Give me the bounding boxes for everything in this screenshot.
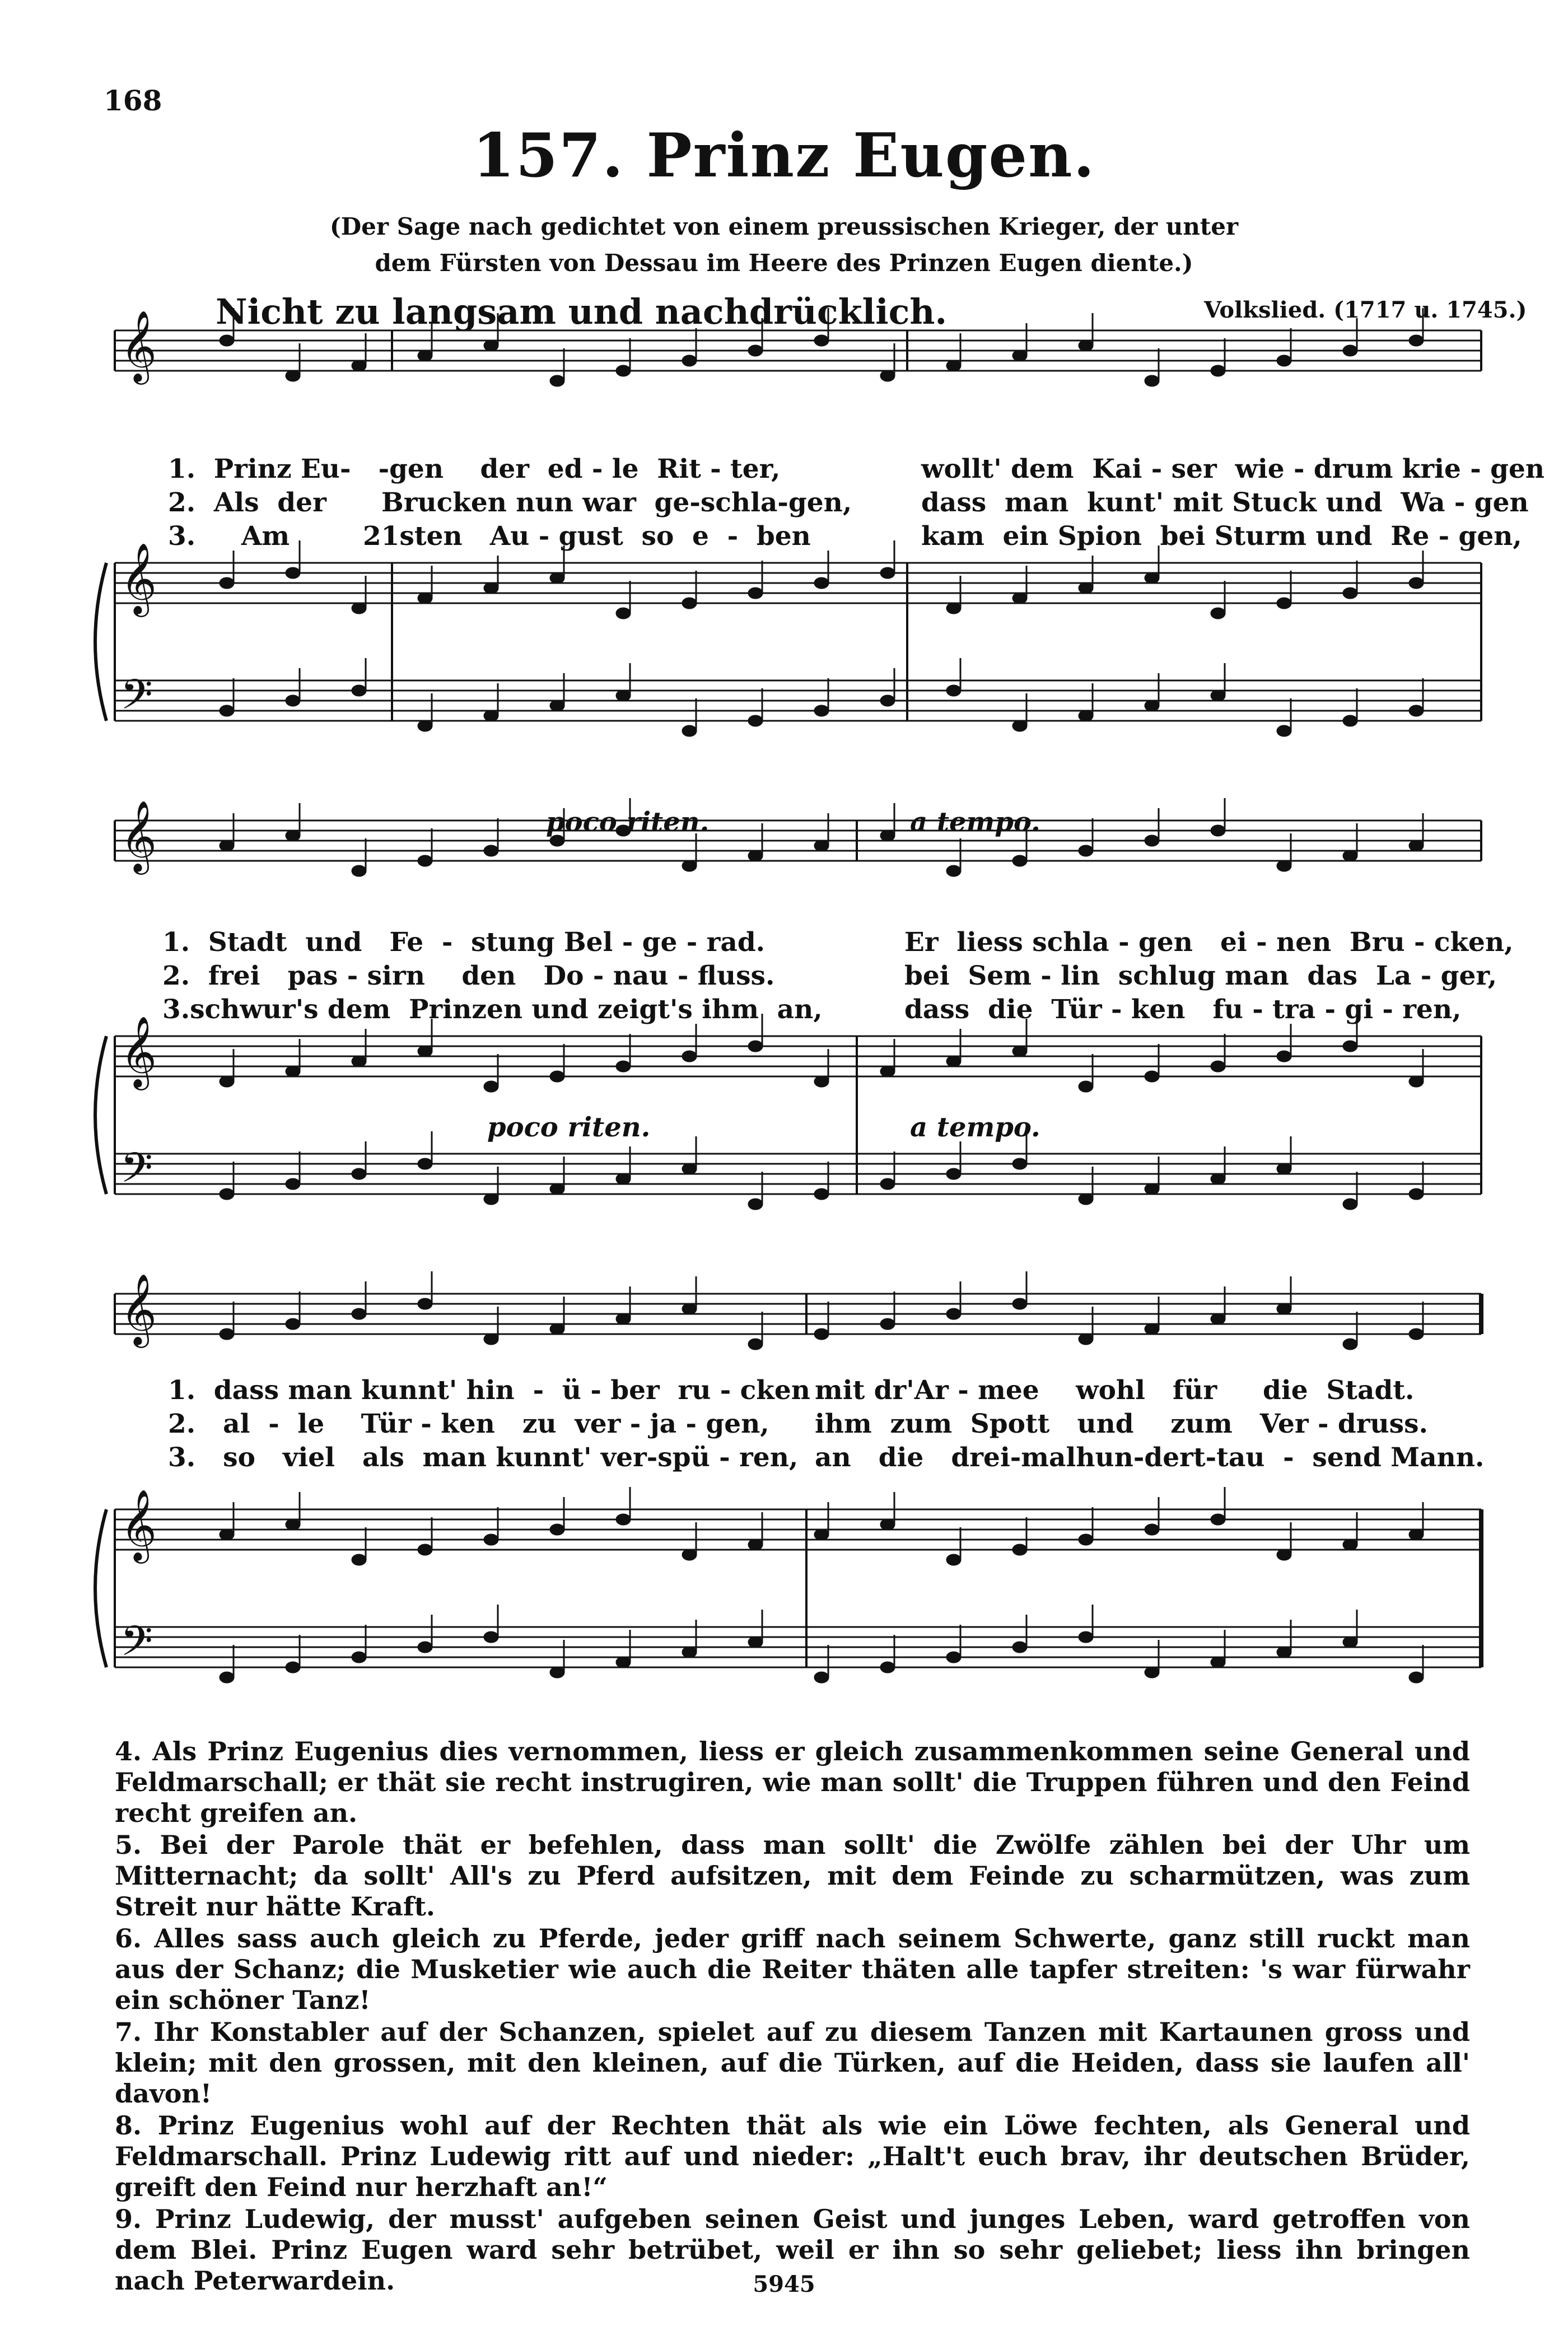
clef-icon: 𝄢 <box>120 670 153 729</box>
notehead <box>1277 598 1291 609</box>
notehead <box>1079 710 1093 721</box>
notehead <box>880 1066 895 1077</box>
notehead <box>418 1544 432 1555</box>
notehead <box>1409 1188 1424 1200</box>
notehead <box>418 1158 432 1169</box>
notehead <box>880 567 895 579</box>
notehead <box>1079 1534 1093 1545</box>
notehead <box>748 1539 763 1550</box>
notehead <box>682 1303 697 1314</box>
notehead <box>1145 1183 1159 1195</box>
notehead <box>682 725 697 736</box>
notehead <box>1211 1173 1225 1185</box>
notehead <box>286 695 300 706</box>
lyric-s1-v1-left: 1. Prinz Eu- -gen der ed - le Rit - ter, <box>168 454 781 484</box>
verse-8: 8. Prinz Eugenius wohl auf der Rechten thät als wie ein Löwe fechten, als General und Feldmarschall. Prinz Ludewig ritt auf und nieder: „Halt't euch brav, ihr deutschen Brüder, greift den Feind nur herzhaft an!“ <box>115 2110 1470 2202</box>
notehead <box>1079 582 1093 594</box>
notehead <box>352 603 366 614</box>
notehead <box>880 1178 895 1190</box>
notehead <box>418 720 432 731</box>
lyric-s1-v1-right: wollt' dem Kai - ser wie - drum krie - gen <box>921 454 1545 484</box>
notehead <box>286 1519 300 1530</box>
notehead <box>682 1163 697 1174</box>
notehead <box>814 705 829 716</box>
notehead <box>484 1334 498 1345</box>
notehead <box>352 685 366 696</box>
notehead <box>748 588 763 599</box>
notehead <box>1012 1544 1027 1555</box>
notehead <box>1145 1071 1159 1082</box>
notehead <box>682 860 697 871</box>
notehead <box>1211 825 1225 836</box>
notehead <box>616 608 631 619</box>
notehead <box>220 1672 234 1683</box>
tempo-marking: Nicht zu langsam und nachdrücklich. <box>216 291 948 332</box>
notehead <box>484 1631 498 1643</box>
notehead <box>352 1308 366 1320</box>
notehead <box>946 1056 961 1067</box>
notehead <box>1079 1194 1093 1205</box>
notehead <box>1409 705 1424 716</box>
a-tempo-piano: a tempo. <box>910 1112 1040 1143</box>
notehead <box>946 1554 961 1565</box>
song-title: 157. Prinz Eugen. <box>472 120 1096 191</box>
notehead <box>1409 1672 1424 1683</box>
notehead <box>1277 1051 1291 1062</box>
notehead <box>1211 1657 1225 1668</box>
notehead <box>748 1199 763 1210</box>
notehead <box>1012 350 1027 361</box>
notehead <box>1012 1158 1027 1169</box>
notehead <box>1343 588 1357 599</box>
additional-verses <box>115 1736 1470 2297</box>
notehead <box>220 577 234 589</box>
notehead <box>814 1328 829 1340</box>
notehead <box>418 593 432 604</box>
plate-number: 5945 <box>753 2271 815 2297</box>
lyric-s1-v2-right: dass man kunt' mit Stuck und Wa - gen <box>921 487 1529 518</box>
notehead <box>748 1637 763 1648</box>
notehead <box>1079 845 1093 856</box>
notehead <box>220 335 234 346</box>
notehead <box>1079 1081 1093 1092</box>
verse-6: 6. Alles sass auch gleich zu Pferde, jeder griff nach seinem Schwerte, ganz still ruckt man aus der Schanz; die Musketier wie auch die Reiter thäten alle tapfer streiten: 's war fürwahr ein schöner Tanz! <box>115 1923 1470 2015</box>
notehead <box>1079 340 1093 351</box>
notehead <box>682 1549 697 1560</box>
notehead <box>1012 1642 1027 1653</box>
notehead <box>682 1051 697 1062</box>
clef-icon: 𝄞 <box>120 1272 157 1345</box>
notehead <box>1012 1046 1027 1057</box>
brace <box>95 1036 106 1194</box>
notehead <box>1012 855 1027 866</box>
notehead <box>1079 1334 1093 1345</box>
notehead <box>484 845 498 856</box>
clef-icon: 𝄞 <box>120 1015 157 1087</box>
notehead <box>1211 690 1225 701</box>
notehead <box>814 577 829 589</box>
subtitle-line-2: dem Fürsten von Dessau im Heere des Prinzen Eugen diente.) <box>375 249 1193 277</box>
notehead <box>1409 1328 1424 1340</box>
clef-icon: 𝄞 <box>120 542 157 614</box>
notehead <box>550 375 564 386</box>
notehead <box>220 1188 234 1200</box>
notehead <box>814 335 829 346</box>
notehead <box>682 1647 697 1658</box>
notehead <box>418 350 432 361</box>
clef-icon: 𝄢 <box>120 1616 153 1676</box>
notehead <box>946 603 961 614</box>
notehead <box>352 865 366 877</box>
page-number: 168 <box>104 84 162 117</box>
verse-7: 7. Ihr Konstabler auf der Schanzen, spielet auf zu diesem Tanzen mit Kartaunen gross und klein; mit den grossen, mit den kleinen, auf die Türken, auf die Heiden, dass sie laufen all' davon! <box>115 2017 1470 2109</box>
notehead <box>484 340 498 351</box>
notehead <box>1211 1514 1225 1525</box>
notehead <box>1343 1199 1357 1210</box>
notehead <box>880 1662 895 1673</box>
notehead <box>616 1313 631 1325</box>
notehead <box>1277 1163 1291 1174</box>
notehead <box>286 1178 300 1190</box>
notehead <box>1277 1549 1291 1560</box>
notehead <box>352 1554 366 1565</box>
lyric-s3-v3-right: an die drei-malhun-dert-tau - send Mann. <box>815 1442 1485 1473</box>
notehead <box>616 365 631 376</box>
clef-icon: 𝄢 <box>120 1143 153 1202</box>
notehead <box>550 1667 564 1678</box>
notehead <box>1277 1647 1291 1658</box>
notehead <box>484 710 498 721</box>
poco-riten-top: poco riten. <box>546 806 710 838</box>
notehead <box>1343 345 1357 356</box>
notehead <box>1409 335 1424 346</box>
notehead <box>1343 1539 1357 1550</box>
notehead <box>814 1672 829 1683</box>
notehead <box>1012 720 1027 731</box>
notehead <box>814 1529 829 1540</box>
notehead <box>550 1524 564 1535</box>
poco-riten-piano: poco riten. <box>487 1112 651 1143</box>
clef-icon: 𝄞 <box>120 309 157 381</box>
source-attribution: Volkslied. (1717 u. 1745.) <box>1204 297 1527 323</box>
subtitle-line-1: (Der Sage nach gedichtet von einem preussischen Krieger, der unter <box>329 213 1239 240</box>
notehead <box>286 1318 300 1330</box>
lyric-s2-v1-right: Er liess schla - gen ei - nen Bru - cken, <box>904 927 1514 958</box>
notehead <box>1145 572 1159 584</box>
notehead <box>286 1662 300 1673</box>
notehead <box>550 572 564 584</box>
verse-4: 4. Als Prinz Eugenius dies vernommen, liess er gleich zusammenkommen seine General und Feldmarschall; er thät sie recht instrugiren, wie man sollt' die Truppen führen und den Feind recht greifen an. <box>115 1736 1470 1828</box>
notehead <box>616 1657 631 1668</box>
notehead <box>1012 593 1027 604</box>
notehead <box>946 1652 961 1663</box>
notehead <box>352 1652 366 1663</box>
notehead <box>1409 577 1424 589</box>
lyric-s1-v2-left: 2. Als der Brucken nun war ge-schla-gen, <box>168 487 852 518</box>
notehead <box>1277 355 1291 366</box>
lyric-s3-v1-left: 1. dass man kunnt' hin - ü - ber ru - cken <box>168 1375 810 1406</box>
notehead <box>550 1323 564 1335</box>
lyric-s1-v3-right: kam ein Spion bei Sturm und Re - gen, <box>921 521 1522 552</box>
notehead <box>616 1061 631 1072</box>
brace <box>95 1509 106 1667</box>
notehead <box>748 1041 763 1052</box>
notehead <box>220 840 234 851</box>
notehead <box>814 840 829 851</box>
lyric-s3-v3-left: 3. so viel als man kunnt' ver-spü - ren, <box>168 1442 799 1473</box>
lyric-s2-v3-left: 3.schwur's dem Prinzen und zeigt's ihm an, <box>162 994 823 1025</box>
brace <box>95 563 106 721</box>
notehead <box>484 1534 498 1545</box>
notehead <box>286 830 300 841</box>
notehead <box>352 1056 366 1067</box>
notehead <box>814 1076 829 1087</box>
notehead <box>682 598 697 609</box>
notehead <box>1409 1529 1424 1540</box>
notehead <box>286 370 300 381</box>
notehead <box>1145 1524 1159 1535</box>
a-tempo-top: a tempo. <box>910 806 1040 838</box>
notehead <box>352 360 366 371</box>
notehead <box>220 1328 234 1340</box>
notehead <box>616 1173 631 1185</box>
verse-9: 9. Prinz Ludewig, der musst' aufgeben seinen Geist und junges Leben, ward getroffen von dem Blei. Prinz Eugen ward sehr betrübet, weil er ihn so sehr geliebet; liess ihn bringen nach Peterwardein. <box>115 2204 1470 2296</box>
clefs <box>120 310 157 1676</box>
notehead <box>616 1514 631 1525</box>
notehead <box>220 705 234 716</box>
notehead <box>1145 1323 1159 1335</box>
notehead <box>1277 1303 1291 1314</box>
notehead <box>946 685 961 696</box>
notehead <box>220 1529 234 1540</box>
notehead <box>1343 1339 1357 1350</box>
notehead <box>550 1071 564 1082</box>
notehead <box>1012 1298 1027 1309</box>
lyric-s2-v1-left: 1. Stadt und Fe - stung Bel - ge - rad. <box>162 927 766 958</box>
notehead <box>1079 1631 1093 1643</box>
notehead <box>1145 375 1159 386</box>
notehead <box>880 695 895 706</box>
notehead <box>1343 715 1357 726</box>
notehead <box>1343 1637 1357 1648</box>
notehead <box>1277 860 1291 871</box>
notehead <box>418 855 432 866</box>
notehead <box>484 582 498 594</box>
notehead <box>1211 1061 1225 1072</box>
notehead <box>418 1642 432 1653</box>
notehead <box>220 1076 234 1087</box>
notehead <box>748 850 763 861</box>
notehead <box>1343 850 1357 861</box>
lyric-s3-v1-right: mit dr'Ar - mee wohl für die Stadt. <box>815 1375 1415 1406</box>
notehead <box>1211 1313 1225 1325</box>
lyric-s3-v2-left: 2. al - le Tür - ken zu ver - ja - gen, <box>168 1409 769 1439</box>
notehead <box>1409 1076 1424 1087</box>
notehead <box>286 1066 300 1077</box>
notehead <box>748 715 763 726</box>
lyric-s2-v2-right: bei Sem - lin schlug man das La - ger, <box>904 961 1497 991</box>
notehead <box>286 567 300 579</box>
notehead <box>946 1168 961 1180</box>
notehead <box>1211 608 1225 619</box>
lyric-s2-v2-left: 2. frei pas - sirn den Do - nau - fluss. <box>162 961 775 991</box>
notehead <box>550 1183 564 1195</box>
lyric-s3-v2-right: ihm zum Spott und zum Ver - druss. <box>815 1409 1428 1439</box>
lyric-s2-v3-right: dass die Tür - ken fu - tra - gi - ren, <box>904 994 1462 1025</box>
notehead <box>946 1308 961 1320</box>
notehead <box>814 1188 829 1200</box>
notehead <box>418 1046 432 1057</box>
notehead <box>484 1194 498 1205</box>
clef-icon: 𝄞 <box>120 799 157 871</box>
clef-icon: 𝄞 <box>120 1488 157 1560</box>
notehead <box>880 1318 895 1330</box>
notehead <box>748 1339 763 1350</box>
notehead <box>880 370 895 381</box>
notehead <box>1409 840 1424 851</box>
notehead <box>1145 835 1159 846</box>
notehead <box>418 1298 432 1309</box>
notehead <box>616 690 631 701</box>
notehead <box>946 865 961 877</box>
notehead <box>550 700 564 711</box>
notehead <box>748 345 763 356</box>
notehead <box>1145 700 1159 711</box>
lyric-s1-v3-left: 3. Am 21sten Au - gust so e - ben <box>168 521 811 552</box>
notehead <box>1211 365 1225 376</box>
notehead <box>880 1519 895 1530</box>
notehead <box>484 1081 498 1092</box>
notehead <box>1277 725 1291 736</box>
notehead <box>946 360 961 371</box>
notehead <box>682 355 697 366</box>
verse-5: 5. Bei der Parole thät er befehlen, dass man sollt' die Zwölfe zählen bei der Uhr um Mitternacht; da sollt' All's zu Pferd aufsitzen, mit dem Feinde zu scharmützen, was zum Streit nur hätte Kraft. <box>115 1830 1470 1922</box>
notehead <box>880 830 895 841</box>
notehead <box>1145 1667 1159 1678</box>
notehead <box>352 1168 366 1180</box>
notehead <box>1343 1041 1357 1052</box>
